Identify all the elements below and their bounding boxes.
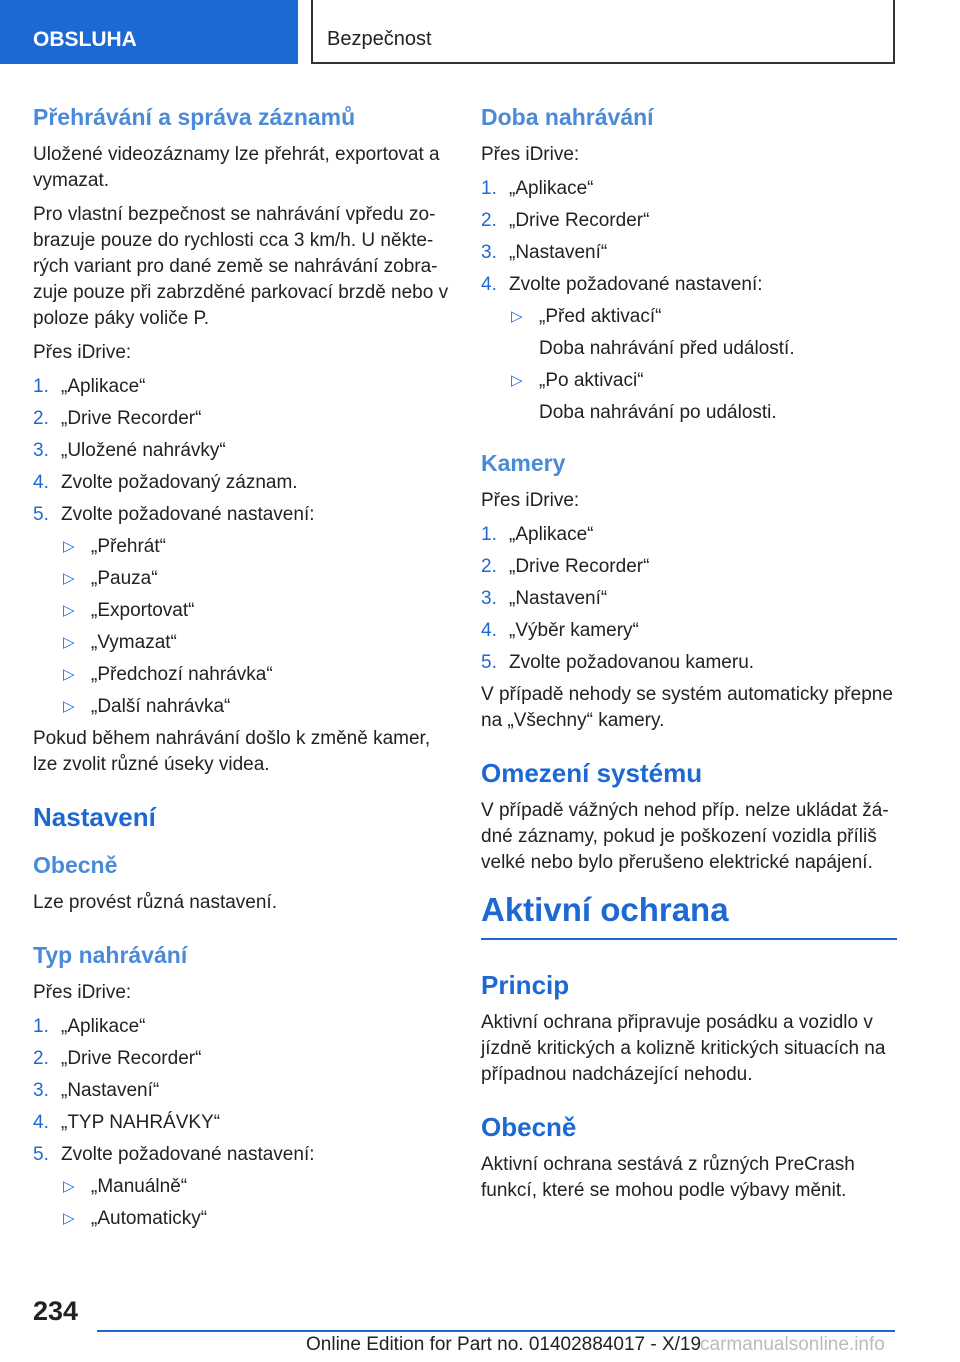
paragraph: Přes iDrive:	[481, 490, 580, 511]
step-number: 4.	[481, 620, 497, 641]
step-text: „Aplikace“	[61, 1016, 146, 1037]
step-text: Zvolte požadované nastavení:	[509, 274, 763, 295]
step-text: „TYP NAHRÁVKY“	[61, 1112, 221, 1133]
step-text: „Výběr kamery“	[509, 620, 639, 641]
step-text: „Drive Recorder“	[509, 210, 650, 231]
list-item	[33, 470, 453, 496]
list-item	[481, 650, 897, 676]
paragraph: Přes iDrive:	[481, 144, 580, 165]
step-text: „Aplikace“	[509, 178, 594, 199]
step-text: „Nastavení“	[61, 1080, 160, 1101]
list-item	[33, 1014, 453, 1040]
list-item	[33, 1078, 453, 1104]
triangle-bullet-icon: ▷	[63, 666, 75, 683]
sub-item: ▷ „Manuálně“	[61, 1174, 453, 1200]
watermark: carmanualsonline.info	[700, 1334, 885, 1355]
paragraph: Pokud během nahrávání došlo k změně kamer, lze zvolit různé úseky videa.	[33, 728, 431, 775]
step-number: 3.	[33, 1080, 49, 1101]
paragraph: Aktivní ochrana sestává z různých PreCrash funkcí, které se mohou podle výbavy měnit.	[481, 1154, 855, 1201]
edition-text: Online Edition for Part no. 01402884017 - X/19	[306, 1334, 702, 1355]
sub-item: ▷ „Po aktivaci“ Doba nahrávání po události.	[509, 368, 897, 426]
triangle-bullet-icon: ▷	[63, 538, 75, 555]
step-number: 4.	[481, 274, 497, 295]
sub-item-description: Doba nahrávání po události.	[539, 402, 777, 423]
list-item	[481, 272, 897, 298]
paragraph: V případě vážných nehod příp. nelze ukládat žá- dné záznamy, pokud je poškození vozidla příliš velké nebo bylo přerušeno elektrické napájení.	[481, 800, 889, 873]
triangle-bullet-icon: ▷	[63, 698, 75, 715]
sub-options-list	[481, 304, 897, 426]
paragraph: Aktivní ochrana připravuje posádku a vozidlo v jízdně kritických a kolizně kritických situacích na případnou nadcházející nehodu.	[481, 1012, 886, 1085]
step-text: „Drive Recorder“	[61, 408, 202, 429]
sub-item: ▷ „Pauza“	[61, 566, 453, 592]
step-number: 5.	[481, 652, 497, 673]
step-number: 2.	[33, 1048, 49, 1069]
page-header	[0, 0, 960, 66]
step-number: 5.	[33, 504, 49, 525]
step-number: 5.	[33, 1144, 49, 1165]
steps-list	[481, 522, 897, 676]
step-number: 1.	[481, 524, 497, 545]
section-title-settings: Nastavení	[33, 802, 156, 832]
step-text: Zvolte požadované nastavení:	[61, 1144, 315, 1165]
section-title-recording-time: Doba nahrávání	[481, 104, 654, 130]
step-number: 1.	[33, 1016, 49, 1037]
triangle-bullet-icon: ▷	[63, 1210, 75, 1227]
sub-item: ▷ „Další nahrávka“	[61, 694, 453, 720]
step-text: „Aplikace“	[509, 524, 594, 545]
triangle-bullet-icon: ▷	[63, 570, 75, 587]
list-item	[33, 1046, 453, 1072]
step-text: Zvolte požadované nastavení:	[61, 504, 315, 525]
step-text: „Aplikace“	[61, 376, 146, 397]
chapter-title-active-protection: Aktivní ochrana	[481, 886, 897, 940]
list-item	[481, 554, 897, 580]
triangle-bullet-icon: ▷	[63, 634, 75, 651]
steps-list	[33, 374, 453, 528]
paragraph: Přes iDrive:	[33, 982, 132, 1003]
sub-item: ▷ „Exportovat“	[61, 598, 453, 624]
step-number: 4.	[33, 1112, 49, 1133]
list-item	[33, 1142, 453, 1168]
list-item	[481, 586, 897, 612]
triangle-bullet-icon: ▷	[63, 602, 75, 619]
paragraph: Lze provést různá nastavení.	[33, 892, 277, 913]
triangle-bullet-icon: ▷	[511, 372, 523, 389]
sub-item: ▷ „Automaticky“	[61, 1206, 453, 1232]
paragraph: Pro vlastní bezpečnost se nahrávání vpředu zo- brazuje pouze do rychlosti cca 3 km/h. U někte- rých variant pro dané země se nahrávání zobra- zuje pouze při zabrzděné parkovací brzdě nebo v poloze páky voliče P.	[33, 204, 449, 329]
list-item	[481, 208, 897, 234]
step-number: 2.	[481, 210, 497, 231]
step-number: 2.	[481, 556, 497, 577]
page-number: 234	[33, 1296, 79, 1326]
step-text: „Drive Recorder“	[61, 1048, 202, 1069]
subsection-title-recording-type: Typ nahrávání	[33, 942, 188, 968]
step-number: 1.	[481, 178, 497, 199]
section-title-principle: Princip	[481, 970, 570, 1000]
list-item	[33, 374, 453, 400]
right-column	[481, 100, 897, 1212]
steps-list	[33, 1014, 453, 1168]
step-text: „Uložené nahrávky“	[61, 440, 226, 461]
list-item	[33, 406, 453, 432]
steps-list	[481, 176, 897, 298]
paragraph: V případě nehody se systém automaticky přepne na „Všechny“ kamery.	[481, 684, 893, 731]
left-column	[33, 100, 453, 1238]
triangle-bullet-icon: ▷	[511, 308, 523, 325]
sub-item: ▷ „Přehrát“	[61, 534, 453, 560]
step-number: 3.	[481, 588, 497, 609]
step-text: „Drive Recorder“	[509, 556, 650, 577]
triangle-bullet-icon: ▷	[63, 1178, 75, 1195]
step-number: 3.	[33, 440, 49, 461]
step-text: „Nastavení“	[509, 242, 608, 263]
step-text: „Nastavení“	[509, 588, 608, 609]
sub-options-list	[33, 1174, 453, 1232]
sub-item: ▷ „Předchozí nahrávka“	[61, 662, 453, 688]
section-title-cameras: Kamery	[481, 450, 566, 476]
page-footer	[0, 1296, 960, 1362]
sub-item-description: Doba nahrávání před událostí.	[539, 338, 795, 359]
step-number: 3.	[481, 242, 497, 263]
list-item	[481, 176, 897, 202]
list-item	[481, 522, 897, 548]
section-title-system-limits: Omezení systému	[481, 758, 703, 788]
sub-options-list	[33, 534, 453, 720]
list-item	[33, 502, 453, 528]
section-title-general: Obecně	[481, 1112, 577, 1142]
list-item	[33, 438, 453, 464]
step-number: 4.	[33, 472, 49, 493]
list-item	[481, 240, 897, 266]
section-title-playback: Přehrávání a správa záznamů	[33, 104, 356, 130]
list-item	[33, 1110, 453, 1136]
section-tab: OBSLUHA	[0, 0, 298, 64]
step-number: 2.	[33, 408, 49, 429]
step-text: Zvolte požadovaný záznam.	[61, 472, 298, 493]
list-item	[481, 618, 897, 644]
sub-item: ▷ „Vymazat“	[61, 630, 453, 656]
sub-item: ▷ „Před aktivací“ Doba nahrávání před událostí.	[509, 304, 897, 362]
subsection-title-general: Obecně	[33, 852, 118, 878]
paragraph: Uložené videozáznamy lze přehrát, exportovat a vymazat.	[33, 144, 440, 191]
paragraph: Přes iDrive:	[33, 342, 132, 363]
step-number: 1.	[33, 376, 49, 397]
step-text: Zvolte požadovanou kameru.	[509, 652, 755, 673]
footer-divider	[97, 1330, 895, 1332]
topic-label: Bezpečnost	[311, 0, 895, 64]
